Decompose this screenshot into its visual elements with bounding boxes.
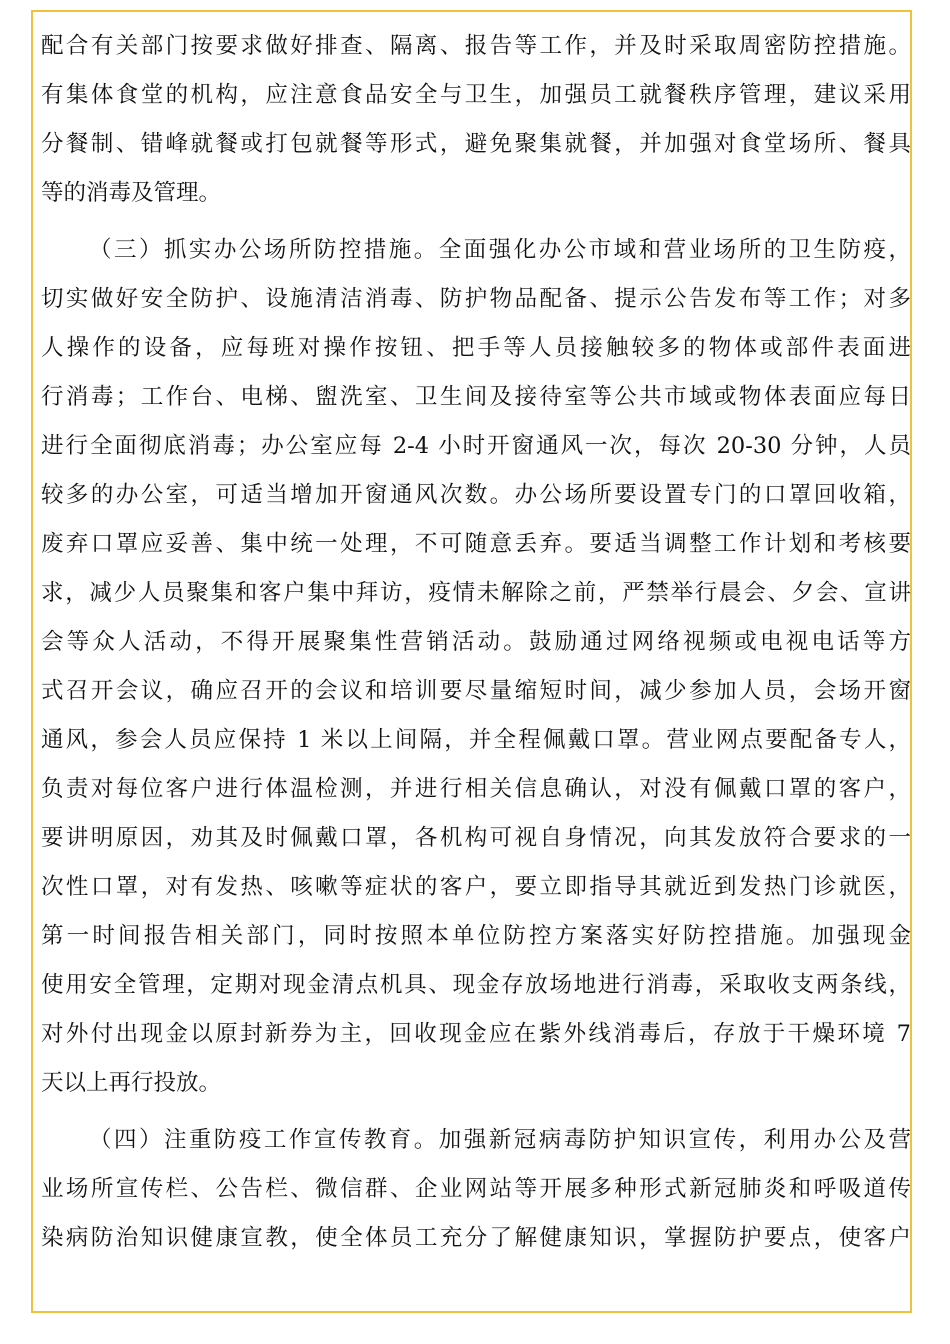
- text-line: 使用安全管理，定期对现金清点机具、现金存放场地进行消毒，采取收支两条线，: [41, 972, 911, 998]
- text-line: 会等众人活动，不得开展聚集性营销活动。鼓励通过网络视频或电视电话等方: [41, 629, 911, 655]
- text-line: 较多的办公室，可适当增加开窗通风次数。办公场所要设置专门的口罩回收箱，: [41, 482, 911, 508]
- text-line: 负责对每位客户进行体温检测，并进行相关信息确认，对没有佩戴口罩的客户，: [41, 776, 911, 802]
- text-line: 天以上再行投放。: [41, 1070, 222, 1096]
- text-line: 次性口罩，对有发热、咳嗽等症状的客户，要立即指导其就近到发热门诊就医，: [41, 874, 911, 900]
- section-heading-line: （四）注重防疫工作宣传教育。加强新冠病毒防护知识宣传，利用办公及营: [89, 1127, 911, 1153]
- text-line: 要讲明原因，劝其及时佩戴口罩，各机构可视自身情况，向其发放符合要求的一: [41, 825, 911, 851]
- text-line: 配合有关部门按要求做好排查、隔离、报告等工作，并及时采取周密防控措施。: [41, 33, 911, 59]
- text-line: 分餐制、错峰就餐或打包就餐等形式，避免聚集就餐，并加强对食堂场所、餐具: [41, 131, 911, 157]
- text-line: 人操作的设备，应每班对操作按钮、把手等人员接触较多的物体或部件表面进: [41, 335, 911, 361]
- document-body: [41, 22, 911, 1263]
- paragraph-publicity: [41, 1116, 911, 1263]
- text-line: 行消毒；工作台、电梯、盥洗室、卫生间及接待室等公共市域或物体表面应每日: [41, 384, 911, 410]
- text-line: 业场所宣传栏、公告栏、微信群、企业网站等开展多种形式新冠肺炎和呼吸道传: [41, 1176, 911, 1202]
- text-line: 通风，参会人员应保持 1 米以上间隔，并全程佩戴口罩。营业网点要配备专人，: [41, 727, 911, 753]
- text-line: 切实做好安全防护、设施清洁消毒、防护物品配备、提示公告发布等工作；对多: [41, 286, 911, 312]
- text-line: 对外付出现金以原封新券为主，回收现金应在紫外线消毒后，存放于干燥环境 7: [41, 1021, 911, 1047]
- text-line: 式召开会议，确应召开的会议和培训要尽量缩短时间，减少参加人员，会场开窗: [41, 678, 911, 704]
- text-line: 等的消毒及管理。: [41, 180, 222, 206]
- text-line: 进行全面彻底消毒；办公室应每 2-4 小时开窗通风一次，每次 20-30 分钟，人员: [41, 433, 911, 459]
- text-line: 染病防治知识健康宣教，使全体员工充分了解健康知识，掌握防护要点，使客户: [41, 1225, 911, 1251]
- section-heading-line: （三）抓实办公场所防控措施。全面强化办公市域和营业场所的卫生防疫，: [89, 237, 911, 263]
- text-line: 求，减少人员聚集和客户集中拜访，疫情未解除之前，严禁举行晨会、夕会、宣讲: [41, 580, 911, 606]
- text-line: 废弃口罩应妥善、集中统一处理，不可随意丢弃。要适当调整工作计划和考核要: [41, 531, 911, 557]
- text-line: 有集体食堂的机构，应注意食品安全与卫生，加强员工就餐秩序管理，建议采用: [41, 82, 911, 108]
- paragraph-canteen: [41, 22, 911, 218]
- text-line: 第一时间报告相关部门，同时按照本单位防控方案落实好防控措施。加强现金: [41, 923, 911, 949]
- paragraph-office-measures: [41, 226, 911, 1108]
